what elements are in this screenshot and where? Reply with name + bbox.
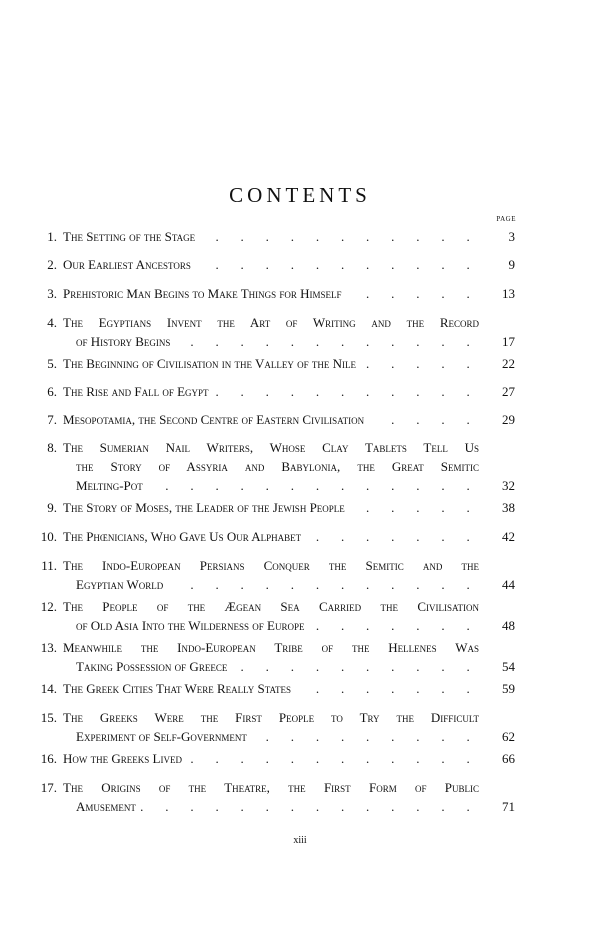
toc-entry-number: 14. <box>40 681 57 696</box>
toc-entry-page-number: 42 <box>502 529 515 544</box>
toc-entry-page-number: 27 <box>502 384 515 399</box>
toc-entry-number: 15. <box>40 710 57 725</box>
toc-entry-page-number: 54 <box>502 659 515 674</box>
toc-entry-title-line: The Story of Moses, the Leader of the Jewish People <box>63 500 350 515</box>
toc-entry-title-line: The Setting of the Stage <box>63 229 200 244</box>
toc-entry-number: 1. <box>47 229 57 244</box>
toc-entry-title-line: Experiment of Self-Government <box>76 729 252 744</box>
toc-entry-number: 3. <box>47 286 57 301</box>
toc-entry-number: 11. <box>41 558 57 573</box>
folio-page-number: xiii <box>293 835 307 846</box>
toc-entry-title-line: Our Earliest Ancestors <box>63 257 196 272</box>
toc-entry-number: 12. <box>40 599 57 614</box>
toc-entry-page-number: 32 <box>502 478 515 493</box>
toc-entry-page-number: 17 <box>502 334 515 349</box>
toc-entry-page-number: 29 <box>502 412 515 427</box>
toc-entry-page-number: 62 <box>502 729 515 744</box>
toc-entry-page-number: 44 <box>502 577 515 592</box>
toc-entry-page-number: 9 <box>508 257 515 272</box>
toc-entry-title-line: The Rise and Fall of Egypt <box>63 384 214 399</box>
page-title: CONTENTS <box>229 183 371 207</box>
toc-entry-title-line: The People of the Ægean Sea Carried the Civilisation <box>63 599 479 614</box>
toc-entry-number: 6. <box>47 384 57 399</box>
toc-entry-number: 17. <box>40 780 57 795</box>
toc-entry-title-line: The Indo-European Persians Conquer the Semitic and the <box>63 558 479 573</box>
toc-entry-title-line: The Greek Cities That Were Really States <box>63 681 296 696</box>
toc-entry-page-number: 13 <box>502 286 515 301</box>
toc-entry-title-line: The Phœnicians, Who Gave Us Our Alphabet <box>63 529 306 544</box>
toc-entry-number: 4. <box>47 315 57 330</box>
toc-entry-number: 8. <box>47 440 57 455</box>
toc-entry-title-line: The Origins of the Theatre, the First Form of Public <box>63 780 479 795</box>
toc-entry-title-line: Taking Possession of Greece <box>76 659 232 674</box>
toc-entry-page-number: 66 <box>502 751 515 766</box>
toc-entry-title-line: Mesopotamia, the Second Centre of Eastern Civilisation <box>63 412 369 427</box>
toc-entry-title-line: Melting-Pot <box>76 478 148 493</box>
toc-entry-title-line: the Story of Assyria and Babylonia, the Great Semitic <box>76 459 479 474</box>
toc-entry-number: 2. <box>47 257 57 272</box>
toc-entry-title-line: Meanwhile the Indo-European Tribe of the Hellenes Was <box>63 640 479 655</box>
toc-entry-title-line: Prehistoric Man Begins to Make Things for Himself <box>63 286 347 301</box>
toc-entry-number: 13. <box>40 640 57 655</box>
toc-entry-title-line: The Egyptians Invent the Art of Writing and the Record <box>63 315 479 330</box>
page-column-label: PAGE <box>496 215 516 223</box>
toc-entry-title-line: The Sumerian Nail Writers, Whose Clay Tablets Tell Us <box>63 440 479 455</box>
toc-entry-title-line: How the Greeks Lived <box>63 751 187 766</box>
toc-entry-page-number: 3 <box>508 229 515 244</box>
toc-entry-page-number: 48 <box>502 618 515 633</box>
toc-entry-title-line: Amusement <box>76 799 141 814</box>
toc-entry-title-line: The Beginning of Civilisation in the Valley of the Nile <box>63 356 361 371</box>
toc-entry-page-number: 59 <box>502 681 515 696</box>
toc-entry-page-number: 71 <box>502 799 515 814</box>
toc-entry-title-line: of History Begins <box>76 334 175 349</box>
toc-entry-page-number: 38 <box>502 500 515 515</box>
toc-entry-number: 7. <box>47 412 57 427</box>
toc-entry-page-number: 22 <box>502 356 515 371</box>
toc-entry-title-line: Egyptian World <box>76 577 168 592</box>
toc-entry-title-line: of Old Asia Into the Wilderness of Europe <box>76 618 309 633</box>
toc-entry-number: 10. <box>40 529 57 544</box>
toc-entry-number: 9. <box>47 500 57 515</box>
toc-entry-title-line: The Greeks Were the First People to Try the Difficult <box>63 710 479 725</box>
toc-entry-number: 16. <box>40 751 57 766</box>
toc-entry-number: 5. <box>47 356 57 371</box>
